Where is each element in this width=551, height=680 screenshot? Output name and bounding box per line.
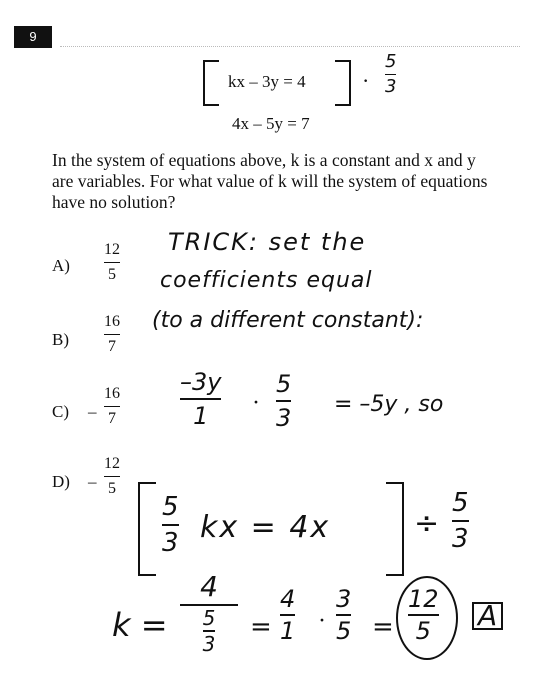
step2-equation: kx = 4x — [200, 510, 331, 545]
bracket-right — [335, 60, 351, 106]
option-d-letter[interactable]: D) — [52, 472, 70, 491]
option-b-letter[interactable]: B) — [52, 330, 69, 349]
equation-2: 4x – 5y = 7 — [232, 114, 310, 133]
question-stem: In the system of equations above, k is a constant and x and y are variables. For what value of k will the system of equations have no solution? — [52, 150, 488, 212]
option-d-value[interactable]: 12 5 — [104, 455, 120, 497]
bracket-multiplier: 5 3 — [385, 51, 397, 97]
step1-dot: · — [252, 390, 260, 416]
option-a-letter[interactable]: A) — [52, 256, 70, 275]
k-equals-1: = — [250, 612, 272, 642]
step1-result: = –5y , so — [334, 392, 444, 417]
option-b-value[interactable]: 16 7 — [104, 313, 120, 355]
bracket-left — [203, 60, 219, 106]
k-step-b: 3 5 — [336, 585, 352, 645]
k-step-a: 4 1 — [280, 585, 296, 645]
k-dot: · — [318, 608, 326, 634]
k-denominator: $\frac{5}{3}$ — [202, 606, 216, 656]
trick-note-line-1: TRICK: set the — [168, 228, 367, 256]
trick-note-line-2: coefficients equal — [160, 268, 373, 293]
step2-bracket-right — [386, 482, 404, 576]
step2-k-fraction: 5 3 — [162, 492, 179, 558]
question-number-badge: 9 — [14, 26, 52, 48]
option-c-value[interactable]: 16 7 — [104, 385, 120, 427]
option-c-letter[interactable]: C) — [52, 402, 69, 421]
multiply-dot: · — [362, 68, 370, 93]
answer-letter-box: A — [472, 602, 503, 630]
answer-fraction: 12 5 — [408, 585, 439, 645]
equation-1: kx – 3y = 4 — [228, 72, 306, 91]
trick-note-line-3: (to a different constant): — [152, 308, 424, 333]
option-a-value[interactable]: 12 5 — [104, 241, 120, 283]
k-label: k = — [112, 606, 168, 644]
k-numerator: 4 — [200, 570, 218, 603]
option-d-sign: – — [88, 472, 97, 491]
step2-divide: ÷ — [414, 506, 440, 541]
k-complex-fraction — [180, 572, 238, 654]
step1-fraction: –3y 1 — [180, 368, 222, 430]
step1-multiplier: 5 3 — [276, 370, 292, 432]
k-equals-2: = — [372, 612, 394, 642]
step2-bracket-left — [138, 482, 156, 576]
option-c-sign: – — [88, 402, 97, 421]
step2-divisor: 5 3 — [452, 488, 469, 554]
header-rule — [60, 46, 520, 47]
